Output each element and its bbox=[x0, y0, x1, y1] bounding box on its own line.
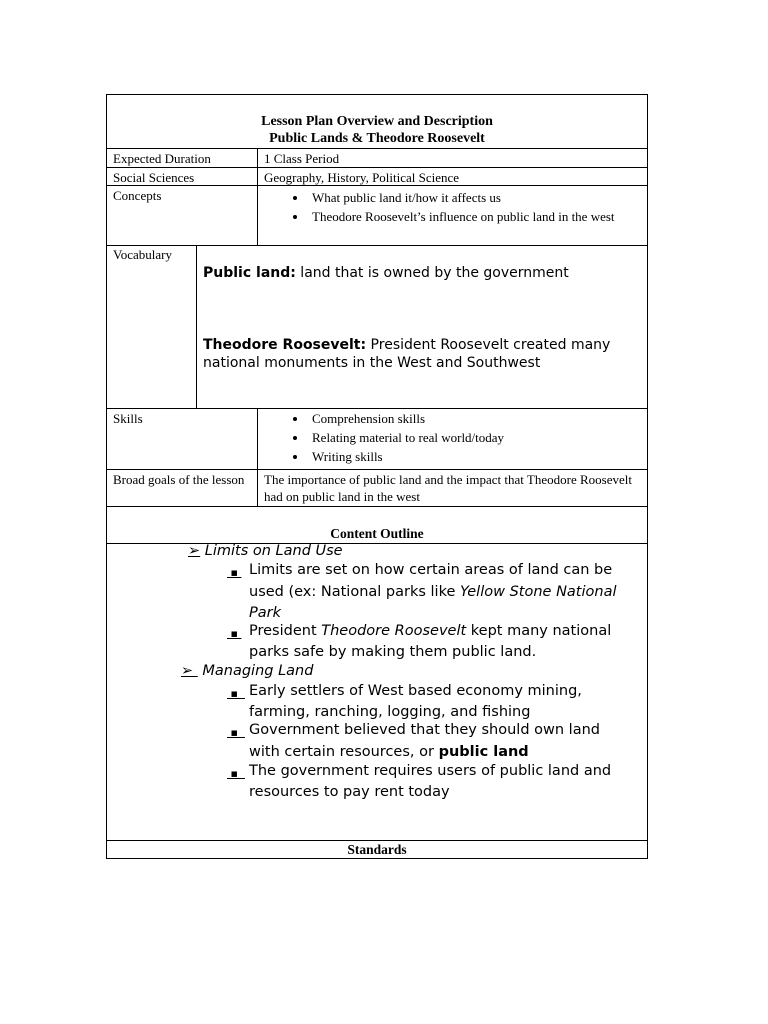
square-bullet-icon: ▪ bbox=[227, 767, 245, 780]
square-bullet-icon: ▪ bbox=[227, 726, 245, 739]
list-item: used (ex: National parks like Yellow Stone National bbox=[249, 584, 617, 600]
document-subtitle: Public Lands & Theodore Roosevelt bbox=[269, 131, 485, 146]
list-item: • Relating material to real world/today bbox=[308, 428, 641, 447]
vocab-term: Theodore Roosevelt: bbox=[203, 337, 367, 353]
goals-row bbox=[107, 469, 647, 506]
skills-label: Skills bbox=[107, 409, 258, 469]
outline-topic-managing bbox=[181, 661, 313, 682]
vocab-definition: President Roosevelt created many national monuments in the West and Southwest bbox=[203, 337, 611, 371]
list-item: resources to pay rent today bbox=[249, 784, 450, 800]
subjects-row bbox=[107, 167, 647, 185]
list-item: parks safe by making them public land. bbox=[249, 644, 537, 660]
vocab-entry-public-land bbox=[203, 264, 641, 282]
list-item: Early settlers of West based economy mining, bbox=[249, 683, 582, 699]
arrow-bullet-icon: ➢ bbox=[181, 663, 198, 679]
duration-row bbox=[107, 148, 647, 167]
vocab-definition: land that is owned by the government bbox=[295, 265, 569, 281]
list-item: The government requires users of public land and bbox=[249, 763, 612, 779]
vocabulary-row bbox=[107, 245, 647, 408]
standards-row bbox=[107, 840, 647, 858]
square-bullet-icon: ▪ bbox=[227, 627, 242, 640]
list-item: Government believed that they should own land bbox=[249, 722, 600, 738]
list-item: farming, ranching, logging, and fishing bbox=[249, 704, 531, 720]
vocab-term: Public land: bbox=[203, 265, 296, 281]
outline-topic-limits bbox=[188, 541, 343, 562]
lesson-plan-table bbox=[106, 94, 648, 859]
document-title: Lesson Plan Overview and Description bbox=[261, 114, 493, 129]
standards-heading: Standards bbox=[347, 842, 407, 857]
list-item: • Comprehension skills bbox=[308, 409, 641, 428]
content-outline-heading-row bbox=[107, 506, 647, 543]
outline-topic-label: Limits on Land Use bbox=[204, 543, 343, 559]
goals-label: Broad goals of the lesson bbox=[107, 470, 258, 506]
title-row bbox=[107, 95, 647, 148]
vocabulary-label: Vocabulary bbox=[107, 246, 197, 408]
square-bullet-icon: ▪ bbox=[227, 566, 242, 579]
content-outline-body bbox=[107, 543, 647, 840]
square-bullet-icon: ▪ bbox=[227, 687, 245, 700]
subjects-value: Geography, History, Political Science bbox=[264, 170, 460, 185]
list-item: • What public land it/how it affects us bbox=[308, 188, 641, 207]
goals-value: The importance of public land and the impact that Theodore Roosevelt had on public land in the west bbox=[264, 472, 632, 504]
list-item: Park bbox=[249, 605, 281, 621]
list-item: Limits are set on how certain areas of land can be bbox=[249, 562, 613, 578]
vocab-entry-roosevelt bbox=[203, 336, 641, 372]
list-item: • Theodore Roosevelt’s influence on public land in the west bbox=[308, 207, 641, 226]
skills-row bbox=[107, 408, 647, 469]
duration-value: 1 Class Period bbox=[264, 151, 340, 166]
duration-label: Expected Duration bbox=[107, 149, 258, 167]
arrow-bullet-icon: ➢ bbox=[188, 543, 201, 559]
content-outline-heading: Content Outline bbox=[330, 526, 424, 541]
list-item: President Theodore Roosevelt kept many national bbox=[249, 623, 612, 639]
subjects-label: Social Sciences bbox=[107, 168, 258, 185]
concepts-label: Concepts bbox=[107, 186, 258, 245]
concepts-row bbox=[107, 185, 647, 245]
list-item: with certain resources, or public land bbox=[249, 744, 529, 760]
skills-list bbox=[264, 409, 641, 466]
outline-topic-label: Managing Land bbox=[202, 663, 314, 679]
list-item: • Writing skills bbox=[308, 447, 641, 466]
concepts-list bbox=[264, 188, 641, 226]
